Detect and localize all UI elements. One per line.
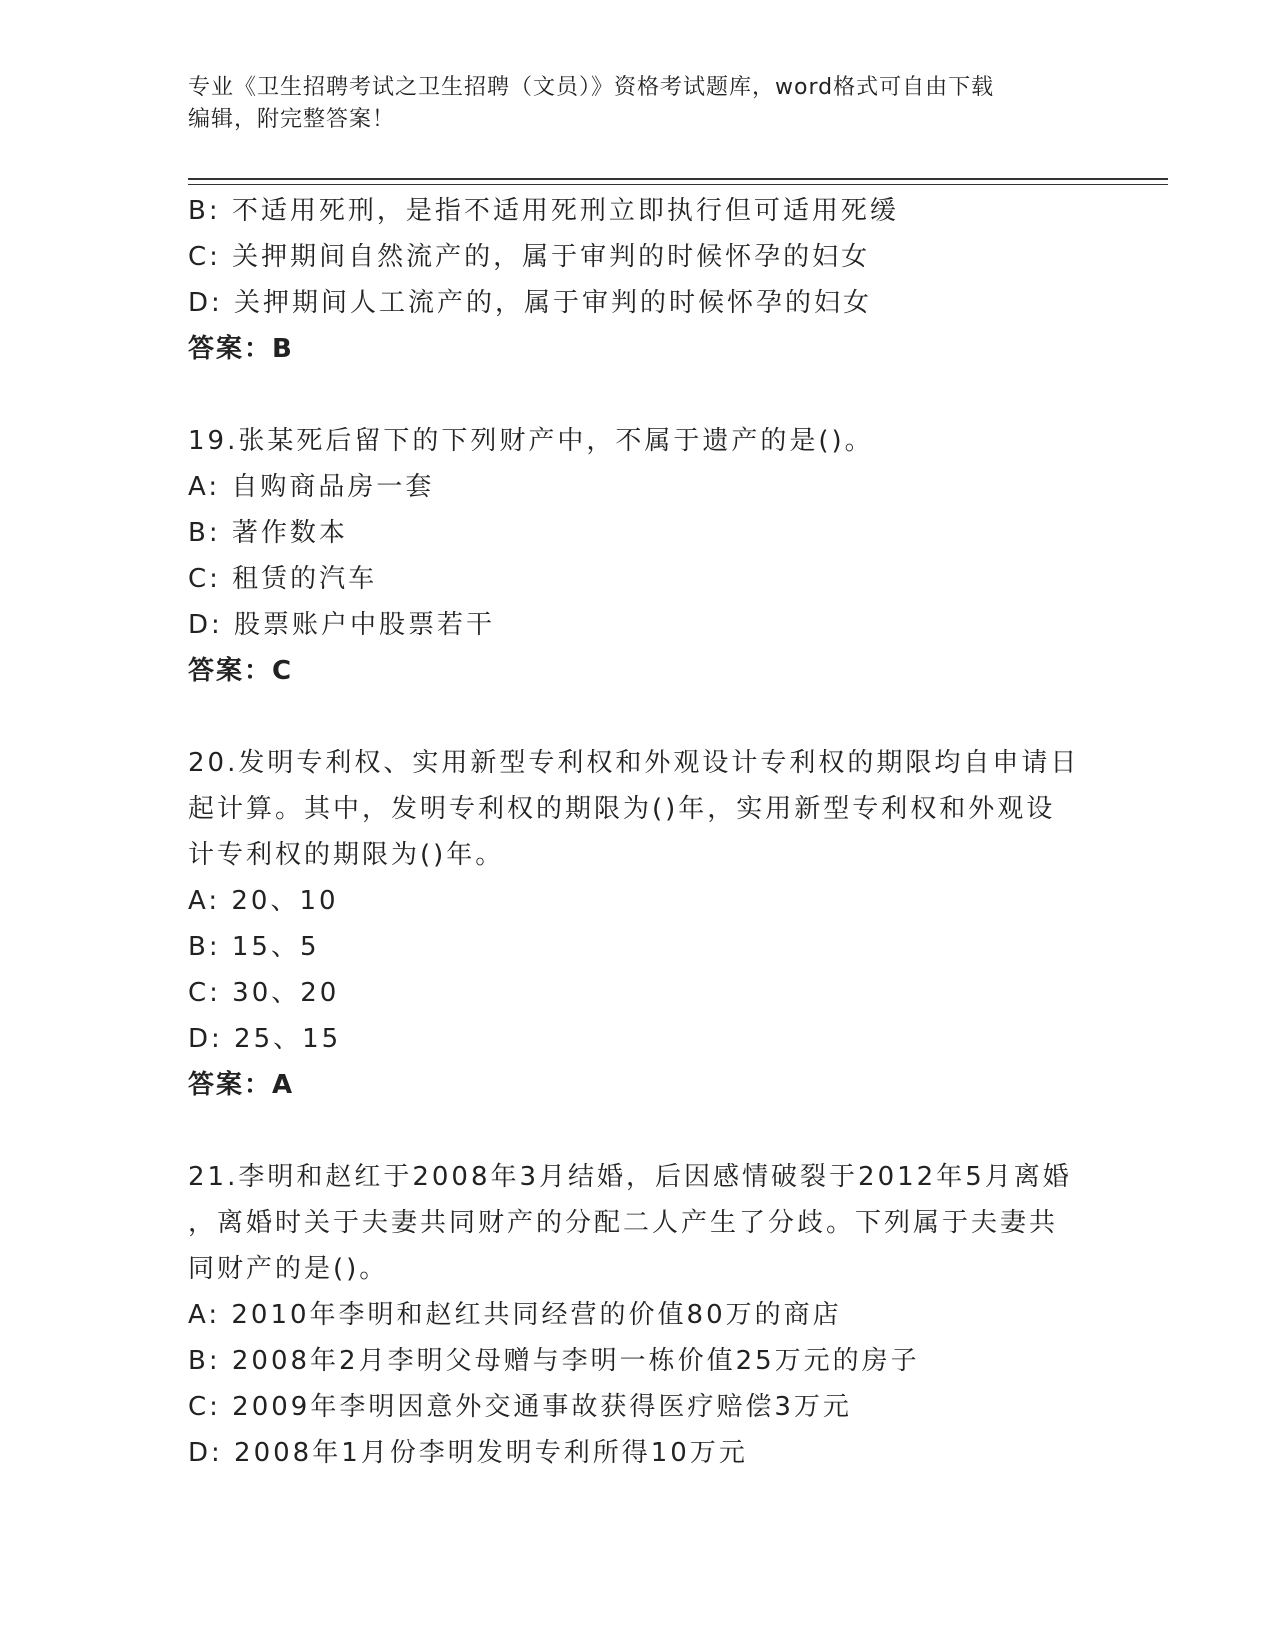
document-header — [188, 72, 1088, 136]
question-20 — [188, 740, 1088, 1108]
question-stem: 19.张某死后留下的下列财产中，不属于遗产的是()。 — [188, 426, 874, 456]
answer: 答案：A — [188, 1070, 295, 1100]
option-a: A: 自购商品房一套 — [188, 472, 435, 502]
option-a: A: 2010年李明和赵红共同经营的价值80万的商店 — [188, 1300, 842, 1330]
header-line-1: 专业《卫生招聘考试之卫生招聘（文员）》资格考试题库，word格式可自由下载 — [188, 75, 995, 100]
option-c: C: 2009年李明因意外交通事故获得医疗赔偿3万元 — [188, 1392, 852, 1422]
question-list — [188, 188, 1088, 1476]
question-21 — [188, 1154, 1088, 1476]
option-d: D: 2008年1月份李明发明专利所得10万元 — [188, 1438, 748, 1468]
option-b: B: 不适用死刑，是指不适用死刑立即执行但可适用死缓 — [188, 196, 899, 226]
header-divider-thick — [188, 178, 1168, 180]
option-b: B: 15、5 — [188, 932, 320, 962]
option-c: C: 30、20 — [188, 978, 340, 1008]
question-stem-line-2: ，离婚时关于夫妻共同财产的分配二人产生了分歧。下列属于夫妻共 — [188, 1208, 1059, 1238]
spacer — [188, 1108, 1088, 1154]
question-stem-line-1: 20.发明专利权、实用新型专利权和外观设计专利权的期限均自申请日 — [188, 748, 1080, 778]
option-d: D: 股票账户中股票若干 — [188, 610, 496, 640]
question-stem-line-2: 起计算。其中，发明专利权的期限为()年，实用新型专利权和外观设 — [188, 794, 1056, 824]
option-b: B: 著作数本 — [188, 518, 348, 548]
question-stem-line-1: 21.李明和赵红于2008年3月结婚，后因感情破裂于2012年5月离婚 — [188, 1162, 1072, 1192]
option-d: D: 关押期间人工流产的，属于审判的时候怀孕的妇女 — [188, 288, 873, 318]
header-line-2: 编辑，附完整答案！ — [188, 107, 396, 132]
option-c: C: 关押期间自然流产的，属于审判的时候怀孕的妇女 — [188, 242, 871, 272]
question-18 — [188, 188, 1088, 372]
option-d: D: 25、15 — [188, 1024, 342, 1054]
spacer — [188, 372, 1088, 418]
option-b: B: 2008年2月李明父母赠与李明一栋价值25万元的房子 — [188, 1346, 920, 1376]
question-stem-line-3: 同财产的是()。 — [188, 1254, 389, 1284]
spacer — [188, 694, 1088, 740]
option-a: A: 20、10 — [188, 886, 339, 916]
option-c: C: 租赁的汽车 — [188, 564, 378, 594]
question-19 — [188, 418, 1088, 694]
answer: 答案：B — [188, 334, 294, 364]
header-divider-thin — [188, 184, 1168, 185]
question-stem-line-3: 计专利权的期限为()年。 — [188, 840, 505, 870]
answer: 答案：C — [188, 656, 294, 686]
